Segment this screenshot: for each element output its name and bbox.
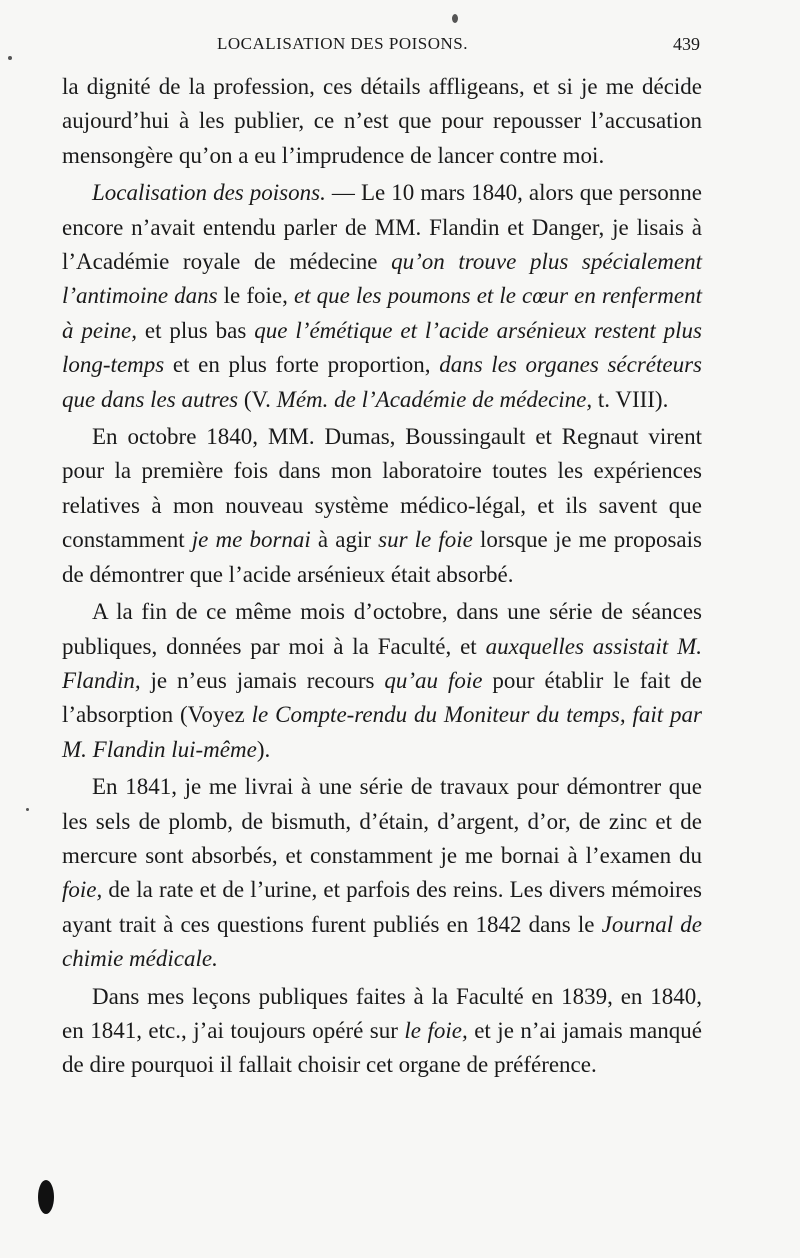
- page-number: 439: [673, 34, 700, 54]
- ink-blot: [38, 1180, 54, 1214]
- paragraph-6: Dans mes leçons publiques faites à la Faculté en 1839, en 1840, en 1841, etc., j’ai toujours opéré sur le foie, et je n’ai jamais manqué de dire pourquoi il fallait choisir cet organe de préférence.: [62, 983, 702, 1078]
- paragraph-1: la dignité de la profession, ces détails affligeans, et si je me décide aujourd’hui à les publier, ce n’est que pour repousser l’accusation mensongère qu’on a eu l’imprudence de lancer contre moi.: [62, 74, 702, 168]
- ink-speck: [8, 56, 12, 60]
- paragraph-5: En 1841, je me livrai à une série de travaux pour démontrer que les sels de plomb, de bismuth, d’étain, d’argent, d’or, de zinc et de mercure sont absorbés, et constamment je me bornai à l’examen du foie, de la rate et de l’urine, et parfois des reins. Les divers mémoires ayant trait à ces questions furent publiés en 1842 dans le Journal de chimie médicale.: [62, 774, 702, 972]
- section-heading: Localisation des poisons.: [92, 180, 326, 206]
- paragraph-4: A la fin de ce même mois d’octobre, dans une série de séances publiques, données par moi à la Faculté, et auxquelles assistait M. Flandin, je n’eus jamais recours qu’au foie pour établir le fait de l’absorption (Voyez le Compte-rendu du Moniteur du temps, fait par M. Flandin lui-même).: [62, 599, 702, 762]
- paragraph-3: En octobre 1840, MM. Dumas, Boussingault et Regnaut virent pour la première fois dans mon laboratoire toutes les expériences relatives à mon nouveau système médico-légal, et ils savent que constamment je me bornai à agir sur le foie lorsque je me proposais de démontrer que l’acide arsénieux était absorbé.: [62, 424, 702, 587]
- body-text: [62, 70, 702, 1083]
- running-head: [62, 34, 700, 58]
- paragraph-2: Localisation des poisons. — Le 10 mars 1840, alors que personne encore n’avait entendu parler de MM. Flandin et Danger, je lisais à l’Académie royale de médecine qu’on trouve plus spécialement l’antimoine dans le foie, et que les poumons et le cœur en renferment à peine, et plus bas que l’émétique et l’acide arsénieux restent plus long-temps et en plus forte proportion, dans les organes sécréteurs que dans les autres (V. Mém. de l’Académie de médecine, t. VIII).: [62, 180, 703, 412]
- running-title: LOCALISATION DES POISONS.: [217, 34, 468, 53]
- ink-speck: [452, 14, 458, 23]
- ink-speck: [26, 808, 29, 811]
